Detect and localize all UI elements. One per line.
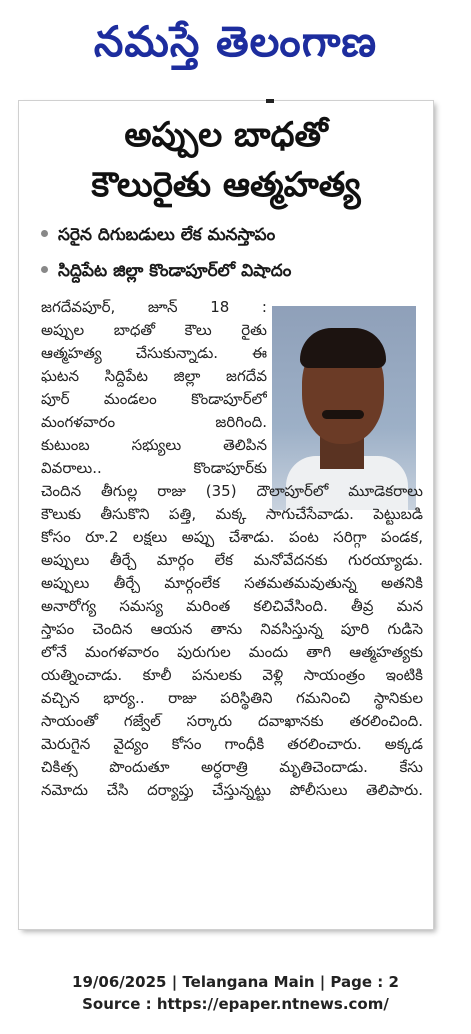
article-body-line: అప్పుల బాధతో కౌలు రైతు <box>41 321 267 339</box>
subheading-bullet-2 <box>41 259 291 283</box>
article-body-line: కుటుంబ సభ్యులు తెలిపిన <box>41 436 267 454</box>
bullet-dot-icon <box>41 230 48 237</box>
article-body-line: ఆత్మహత్య చేసుకున్నాడు. ఈ <box>41 344 267 362</box>
headline-line-2: కౌలురైతు ఆత్మహత్య <box>91 165 361 205</box>
footer-date-edition-page: 19/06/2025 | Telangana Main | Page : 2 <box>72 973 399 991</box>
article-body-line: వివరాలు.. కొండాపూర్‌కు <box>41 459 267 477</box>
article-body-line: అప్పులు తీర్చే మార్గం లేక మనోవేదనకు గురయ్యాడు. <box>41 551 423 569</box>
article-body-line: ఘటన సిద్దిపేట జిల్లా జగదేవ <box>41 367 267 385</box>
article-body-line: చెందిన తీగుల్ల రాజు (35) దౌలాపూర్‌లో మూడెకరాలు <box>41 482 423 500</box>
article-body-line: నమోదు చేసి దర్యాప్తు చేస్తున్నట్టు పోలీసులు తెలిపారు. <box>41 781 423 799</box>
article-body-line: మెరుగైన వైద్యం కోసం గాంధీకి తరలించారు. అక్కడ <box>41 735 423 753</box>
subheading-bullet-1 <box>41 223 275 247</box>
article-body-line: చికిత్స పొందుతూ అర్ధరాత్రి మృతిచెందాడు. కేసు <box>41 758 423 776</box>
article-body-line: సాయంతో గజ్వేల్‌ సర్కారు దవాఖానకు తరలించింది. <box>41 712 423 730</box>
article-body-line: జగదేవపూర్‌, జూన్‌ 18 : <box>41 298 267 316</box>
article-body-line: యత్నించాడు. కూలీ పనులకు వెళ్లి సాయంత్రం ఇంటికి <box>41 666 423 684</box>
article-body-line: అనారోగ్య సమస్య మరింత కలిచివేసింది. తీవ్ర మన <box>41 597 423 615</box>
subheading-text: సిద్దిపేట జిల్లా కొండాపూర్‌లో విషాదం <box>58 261 292 281</box>
footer-source-link: Source : https://epaper.ntnews.com/ <box>82 995 389 1013</box>
article-body-line: కౌలుకు తీసుకొని పత్తి, మక్క సాగుచేసేవాడు. పెట్టుబడి <box>41 505 423 523</box>
headline-line-1: అప్పుల బాధతో <box>124 115 328 155</box>
subheading-text: సరైన దిగుబడులు లేక మనస్తాపం <box>58 225 276 245</box>
article-body-line: వచ్చిన భార్య.. రాజు పరిస్థితిని గమనించి స్థానికుల <box>41 689 423 707</box>
article-body-line: మంగళవారం జరిగింది. <box>41 413 267 431</box>
article-body-line: కోసం రూ.2 లక్షలు అప్పు చేశాడు. పంట సరిగ్గా పండక, <box>41 528 423 546</box>
bullet-dot-icon <box>41 266 48 273</box>
article-body-line: అప్పులు తీర్చే మార్గంలేక సతమతమవుతున్న అతనికి <box>41 574 423 592</box>
article-body-line: పూర్‌ మండలం కొండాపూర్‌లో <box>41 390 267 408</box>
clipping-mark <box>266 99 274 103</box>
article-body-line: స్తాపం చెందిన ఆయన తాను నివసిస్తున్న పూరి గుడిసె <box>41 620 423 638</box>
newspaper-masthead: నమస్తే తెలంగాణ <box>93 17 378 66</box>
news-article-clipping <box>19 101 433 929</box>
article-body-line: లోనే మంగళవారం పురుగుల మందు తాగి ఆత్మహత్యకు <box>41 643 423 661</box>
